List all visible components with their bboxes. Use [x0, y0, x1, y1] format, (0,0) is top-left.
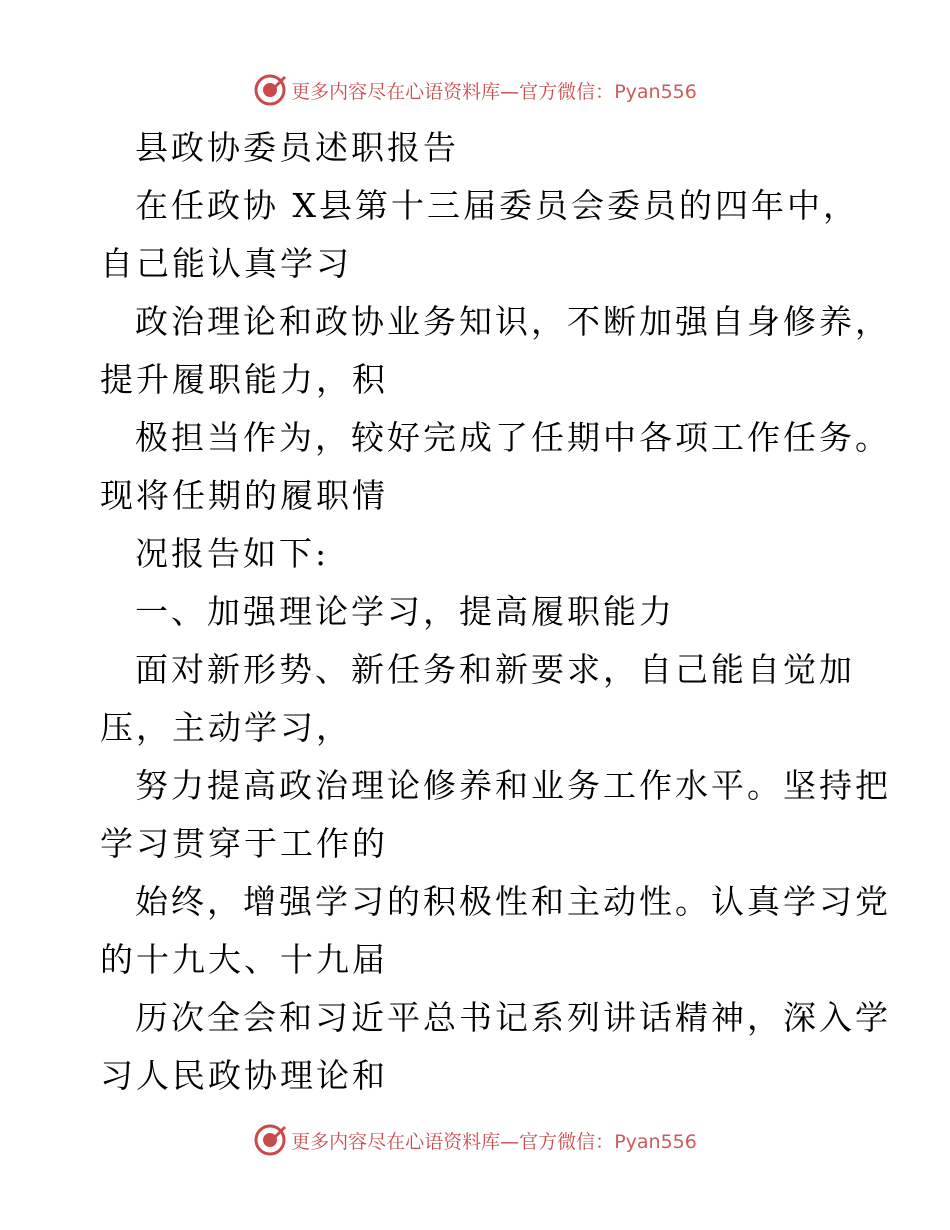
document-title: 县政协委员述职报告: [135, 128, 459, 167]
watermark-official: 官方微信：: [519, 80, 615, 103]
watermark-id: Pyan556: [614, 1130, 697, 1153]
paragraph-line: 努力提高政治理论修养和业务工作水平。坚持把: [135, 766, 891, 805]
paragraph-line: 极担当作为，较好完成了任期中各项工作任务。: [135, 418, 891, 457]
watermark-brand: 更多内容尽在心语资料库: [291, 1130, 501, 1153]
watermark-brand: 更多内容尽在心语资料库: [291, 80, 501, 103]
watermark-dash: —: [500, 80, 520, 103]
paragraph-line: 政治理论和政协业务知识，不断加强自身修养，: [135, 302, 891, 341]
paragraph-line: 的十九大、十九届: [100, 940, 388, 979]
pen-seal-logo-icon: [253, 73, 287, 107]
pen-seal-logo-icon: [253, 1123, 287, 1157]
watermark-id: Pyan556: [614, 80, 697, 103]
paragraph-line: 习人民政协理论和: [100, 1056, 388, 1095]
paragraph-line: 提升履职能力，积: [100, 360, 388, 399]
paragraph-line: 始终，增强学习的积极性和主动性。认真学习党: [135, 882, 891, 921]
watermark-text: [291, 1127, 697, 1154]
paragraph-line: 历次全会和习近平总书记系列讲话精神，深入学: [135, 998, 891, 1037]
paragraph-line: 现将任期的履职情: [100, 476, 388, 515]
paragraph-line: 自己能认真学习: [100, 244, 352, 283]
watermark-text: [291, 77, 697, 104]
header-watermark: [0, 70, 950, 110]
paragraph-line: 压，主动学习，: [100, 708, 352, 747]
section-heading: 一、加强理论学习，提高履职能力: [135, 592, 675, 631]
watermark-official: 官方微信：: [519, 1130, 615, 1153]
paragraph-line: 在任政协 X县第十三届委员会委员的四年中，: [135, 186, 859, 225]
paragraph-line: 面对新形势、新任务和新要求，自己能自觉加: [135, 650, 855, 689]
footer-watermark: [0, 1120, 950, 1160]
paragraph-line: 况报告如下:: [135, 534, 330, 573]
watermark-dash: —: [500, 1130, 520, 1153]
paragraph-line: 学习贯穿于工作的: [100, 824, 388, 863]
